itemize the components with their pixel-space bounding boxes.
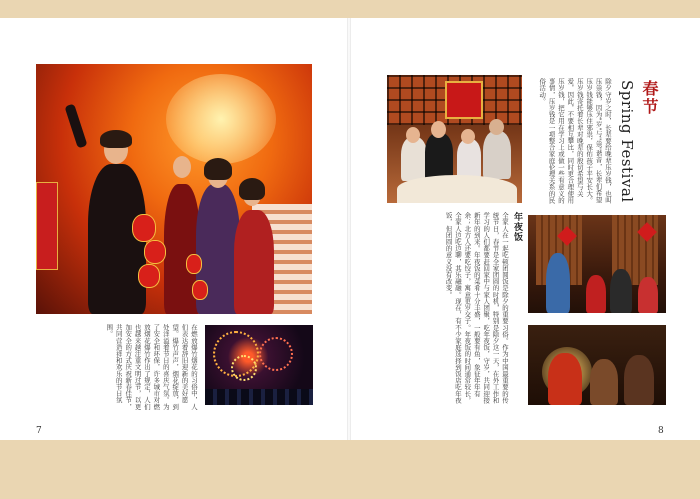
intro-text-column: 除夕守岁之时，长辈要给晚辈压岁钱，也叫压祟钱，因为"岁"与"祟"谐音，长辈们希望压岁钱能够压住邪祟，保佑孩子平安长大。压岁钱寄托着长辈对晚辈的殷切希望与关爱，因此，不要相互攀比，同时更合理使用压岁钱，把它用在学习上或做一些有意义的事情，压岁钱是一项整合家庭伦理关系的民俗活动。 <box>538 78 612 204</box>
fireworks-text-column: 在燃放爆竹烟花的习俗中，人们表达着辞旧迎新的美好愿望。爆竹声声，烟花绽放，到处洋溢着节日的喜庆气氛。为了安全和环保，许多城市对燃放烟花爆竹作出了规定，人们也越来越注重文明过节，以更加安全的方式庆祝新春佳节，共同营造祥和欢乐的节日氛围。 <box>105 324 198 410</box>
fireworks-photo <box>205 325 313 405</box>
children-new-year-photo <box>528 215 666 313</box>
left-page-number: 7 <box>36 426 42 436</box>
top-band <box>0 0 700 18</box>
right-page-number: 8 <box>658 426 664 436</box>
dinner-text-column: 全家人在一起吃顿团圆饭是除夕的重要习俗。作为中国最重要的传统节日，春节是全家团圆的时机，特别是除夕这一天，在外工作和学习的人们都要赶回家中与家人团聚，吃年夜饭，守岁，共同迎接新年的到来。年夜饭的菜肴十分丰盛，一般要有鱼，象征年年有余；北方人还要吃饺子，寓意更岁交子。年夜饭的时间通常较长，全家人边吃边聊，其乐融融。现在，有不少家庭选择到饭店吃年夜饭，但团圆的意义没有改变。 <box>444 212 509 404</box>
stage-performance-photo <box>36 64 312 314</box>
family-dinner-photo <box>387 75 522 203</box>
bottom-band <box>0 440 700 499</box>
dumpling-making-photo <box>528 325 666 405</box>
subheading-new-year-dinner: 年夜饭 <box>512 212 522 242</box>
spine-gutter <box>347 18 351 440</box>
section-title-chinese: 春节 <box>640 80 659 116</box>
section-title-english: Spring Festival <box>618 80 636 203</box>
